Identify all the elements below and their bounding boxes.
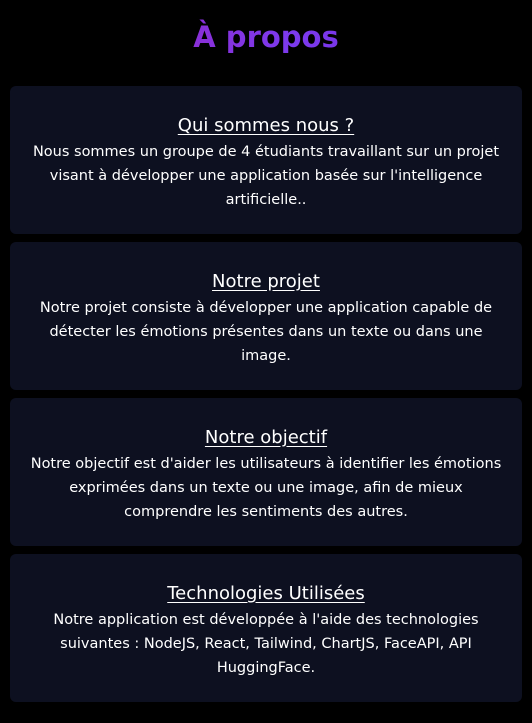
card-text: Notre objectif est d'aider les utilisateurs à identifier les émotions exprimées dans un texte ou une image, afin de mieux comprendre les sentiments des autres. bbox=[30, 456, 502, 520]
page-title: À propos bbox=[10, 0, 522, 56]
card-text: Notre projet consiste à développer une application capable de détecter les émotions présentes dans un texte ou dans une image. bbox=[39, 300, 493, 364]
card-heading: Notre objectif bbox=[204, 427, 328, 448]
card-text: Nous sommes un groupe de 4 étudiants travaillant sur un projet visant à développer une application basée sur l'intelligence artificielle.. bbox=[32, 144, 500, 208]
card-who-we-are bbox=[10, 86, 522, 234]
card-our-project bbox=[10, 242, 522, 390]
about-sections bbox=[10, 86, 522, 710]
card-heading: Qui sommes nous ? bbox=[177, 115, 355, 136]
card-our-objective bbox=[10, 398, 522, 546]
card-text: Notre application est développée à l'aide des technologies suivantes : NodeJS, React, Tailwind, ChartJS, FaceAPI, API HuggingFace. bbox=[53, 612, 479, 676]
card-heading: Technologies Utilisées bbox=[167, 583, 365, 604]
card-technologies bbox=[10, 554, 522, 702]
card-heading: Notre projet bbox=[212, 271, 320, 292]
